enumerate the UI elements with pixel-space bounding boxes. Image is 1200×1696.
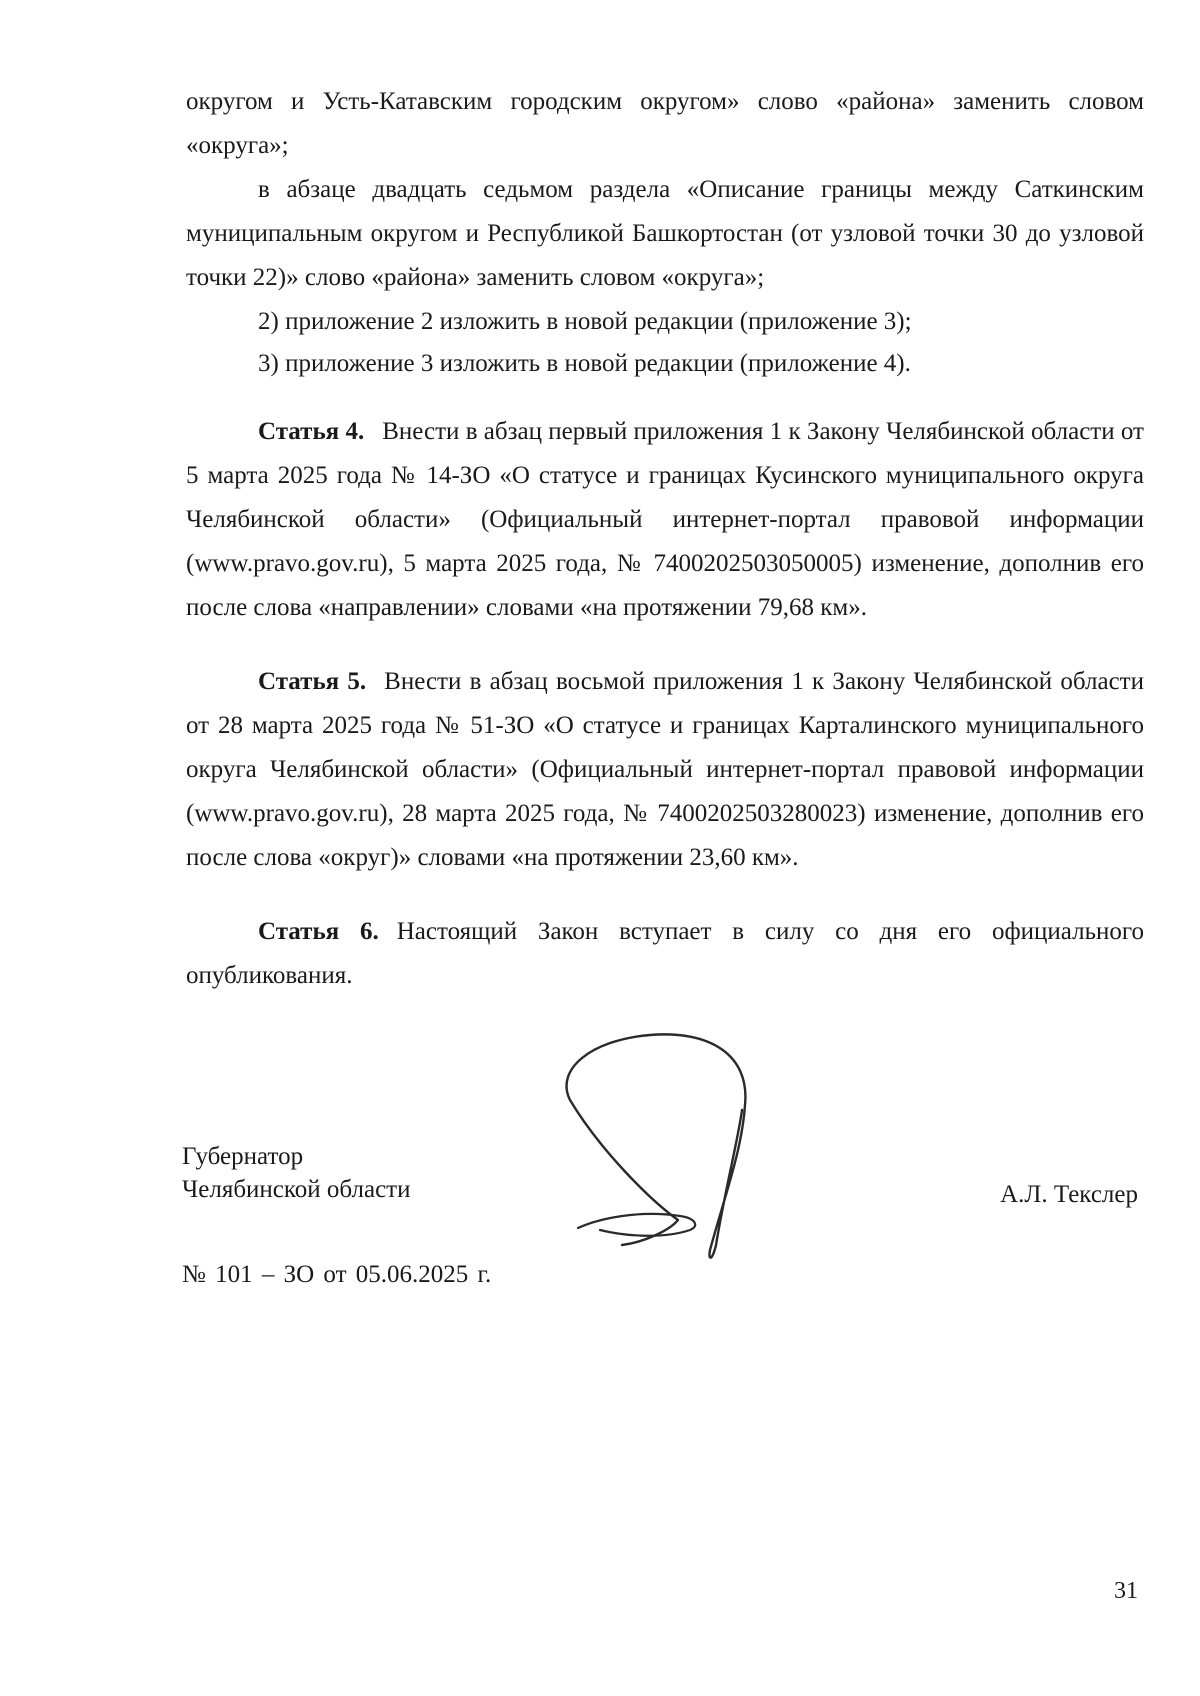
article-4-label: Статья 4.	[258, 418, 365, 445]
governor-title-line1: Губернатор	[182, 1143, 304, 1170]
paragraph-item-3: 3) приложение 3 изложить в новой редакции (приложение 4).	[258, 350, 911, 377]
paragraph-item-2: 2) приложение 2 изложить в новой редакции (приложение 3);	[258, 308, 912, 335]
governor-title	[182, 1140, 410, 1206]
handwritten-signature	[560, 1030, 790, 1270]
paragraph-continuation: округом и Усть-Катавским городским округом» слово «района» заменить словом «округа»;	[186, 88, 1144, 159]
article-5-text: Внести в абзац восьмой приложения 1 к Закону Челябинской области от 28 марта 2025 года № 51-ЗО «О статусе и границах Карталинского муниципального округа Челябинской области» (Официальный интернет-портал правовой информации (www.pravo.gov.ru), 28 марта 2025 года, № 7400202503280023) изменение, дополнив его после слова «округ)» словами «на протяжении 23,60 км».	[186, 668, 1144, 871]
paragraph-satka-boundary: в абзаце двадцать седьмом раздела «Описание границы между Саткинским муниципальным округом и Республикой Башкортостан (от узловой точки 30 до узловой точки 22)» слово «района» заменить словом «округа»;	[186, 176, 1144, 291]
page-number: 31	[1114, 1578, 1138, 1604]
law-number: № 101 – ЗО от 05.06.2025 г.	[182, 1261, 492, 1288]
governor-name: А.Л. Текслер	[1000, 1181, 1138, 1208]
governor-title-line2: Челябинской области	[182, 1176, 411, 1203]
article-5-label: Статья 5.	[258, 668, 367, 695]
article-6-label: Статья 6.	[258, 918, 379, 945]
article-4	[186, 410, 1144, 630]
article-6-text: Настоящий Закон вступает в силу со дня его официального опубликования.	[186, 918, 1144, 989]
article-6	[186, 910, 1144, 998]
article-5	[186, 660, 1144, 880]
article-4-text: Внести в абзац первый приложения 1 к Закону Челябинской области от 5 марта 2025 года № 14-ЗО «О статусе и границах Кусинского муниципального округа Челябинской области» (Официальный интернет-портал правовой информации (www.pravo.gov.ru), 5 марта 2025 года, № 7400202503050005) изменение, дополнив его после слова «направлении» словами «на протяжении 79,68 км».	[186, 418, 1144, 621]
